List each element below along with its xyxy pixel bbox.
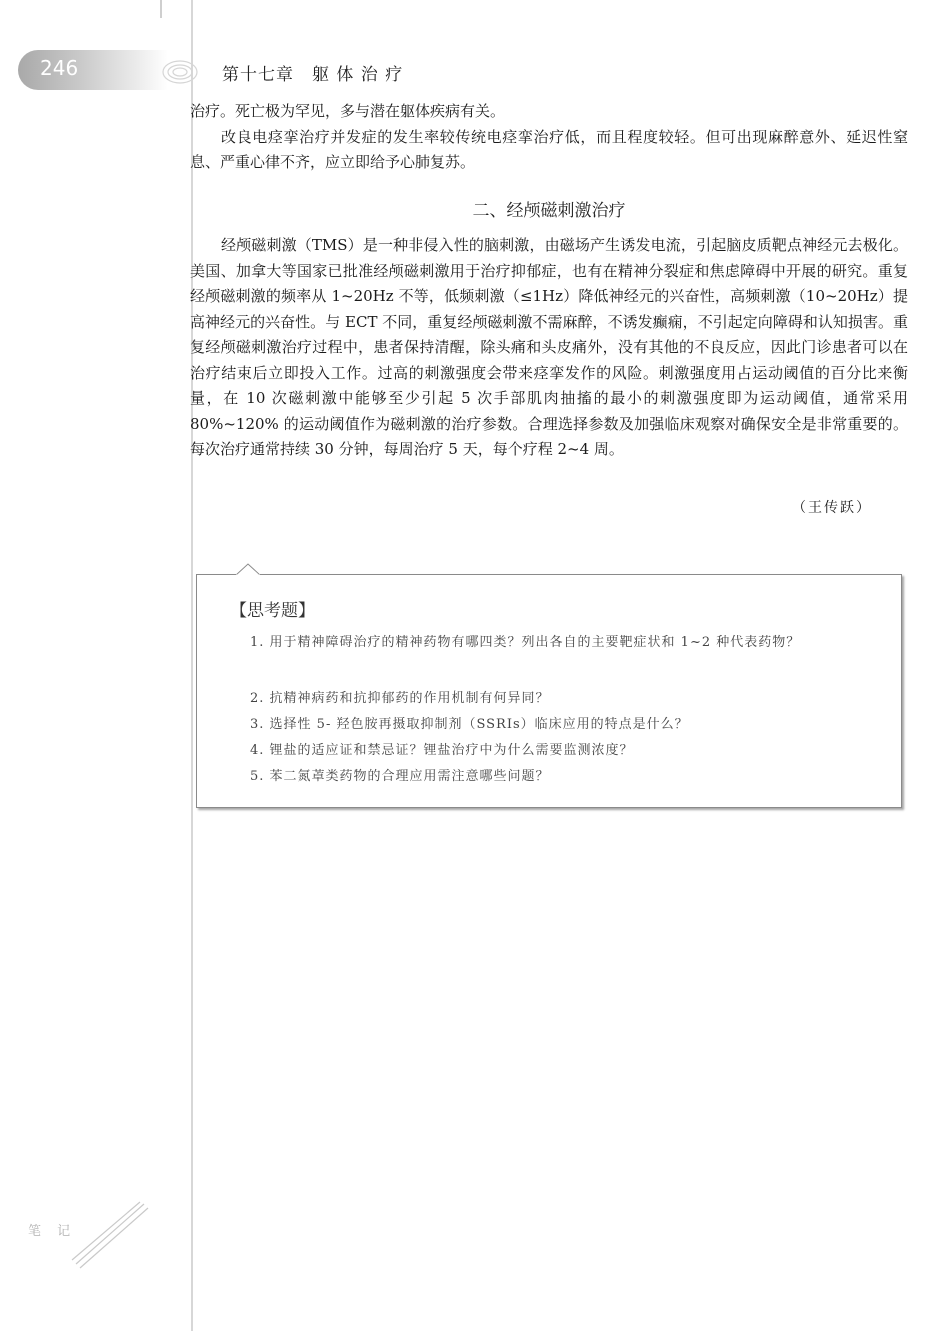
paragraph-tms: 经颅磁刺激（TMS）是一种非侵入性的脑刺激，由磁场产生诱发电流，引起脑皮质靶点神经元去极化。美国、加拿大等国家已批准经颅磁刺激用于治疗抑郁症，也有在精神分裂症和焦虑障碍中开展的研究。重复经颅磁刺激的频率从 1~20Hz 不等，低频刺激（≤1Hz）降低神经元的兴奋性，高频刺激（10~20Hz）提高神经元的兴奋性。与 ECT 不同，重复经颅磁刺激不需麻醉，不诱发癫痫，不引起定向障碍和认知损害。重复经颅磁刺激治疗过程中，患者保持清醒，除头痛和头皮痛外，没有其他的不良反应，因此门诊患者可以在治疗结束后立即投入工作。过高的刺激强度会带来痉挛发作的风险。刺激强度用占运动阈值的百分比来衡量，在 10 次磁刺激中能够至少引起 5 次手部肌肉抽搐的最小的刺激强度即为运动阈值，通常采用 80%~120% 的运动阈值作为磁刺激的治疗参数。合理选择参数及加强临床观察对确保安全是非常重要的。每次治疗通常持续 30 分钟，每周治疗 5 天，每个疗程 2~4 周。 xyxy=(190,236,908,458)
notes-label: 笔 记 xyxy=(28,1224,77,1239)
page-number: 246 xyxy=(40,56,79,80)
chapter-title: 第十七章 躯 体 治 疗 xyxy=(222,65,404,85)
paragraph-complications: 改良电痉挛治疗并发症的发生率较传统电痉挛治疗低，而且程度较轻。但可出现麻醉意外、延迟性窒息、严重心律不齐，应立即给予心肺复苏。 xyxy=(190,127,908,171)
box-notch xyxy=(236,563,260,576)
question-2: 2. 抗精神病药和抗抑郁药的作用机制有何异同？ xyxy=(250,691,550,706)
author-credit: （王传跃） xyxy=(792,500,872,516)
margin-line-top xyxy=(160,0,162,18)
questions-title: 【思考题】 xyxy=(230,601,315,621)
swirl-ornament-icon xyxy=(160,52,200,92)
paragraph-continuation: 治疗。死亡极为罕见，多与潜在躯体疾病有关。 xyxy=(190,102,506,120)
top-paragraphs xyxy=(190,99,908,176)
pen-icon xyxy=(62,1200,152,1270)
tms-section xyxy=(190,233,908,463)
question-4: 4. 锂盐的适应证和禁忌证？锂盐治疗中为什么需要监测浓度？ xyxy=(250,743,634,758)
question-3: 3. 选择性 5- 羟色胺再摄取抑制剂（SSRIs）临床应用的特点是什么？ xyxy=(250,717,689,732)
section-heading: 二、经颅磁刺激治疗 xyxy=(472,201,626,221)
question-1: 1. 用于精神障碍治疗的精神药物有哪四类？列出各自的主要靶症状和 1~2 种代表药物？ xyxy=(250,635,801,650)
question-5: 5. 苯二氮䓬类药物的合理应用需注意哪些问题？ xyxy=(250,769,550,784)
